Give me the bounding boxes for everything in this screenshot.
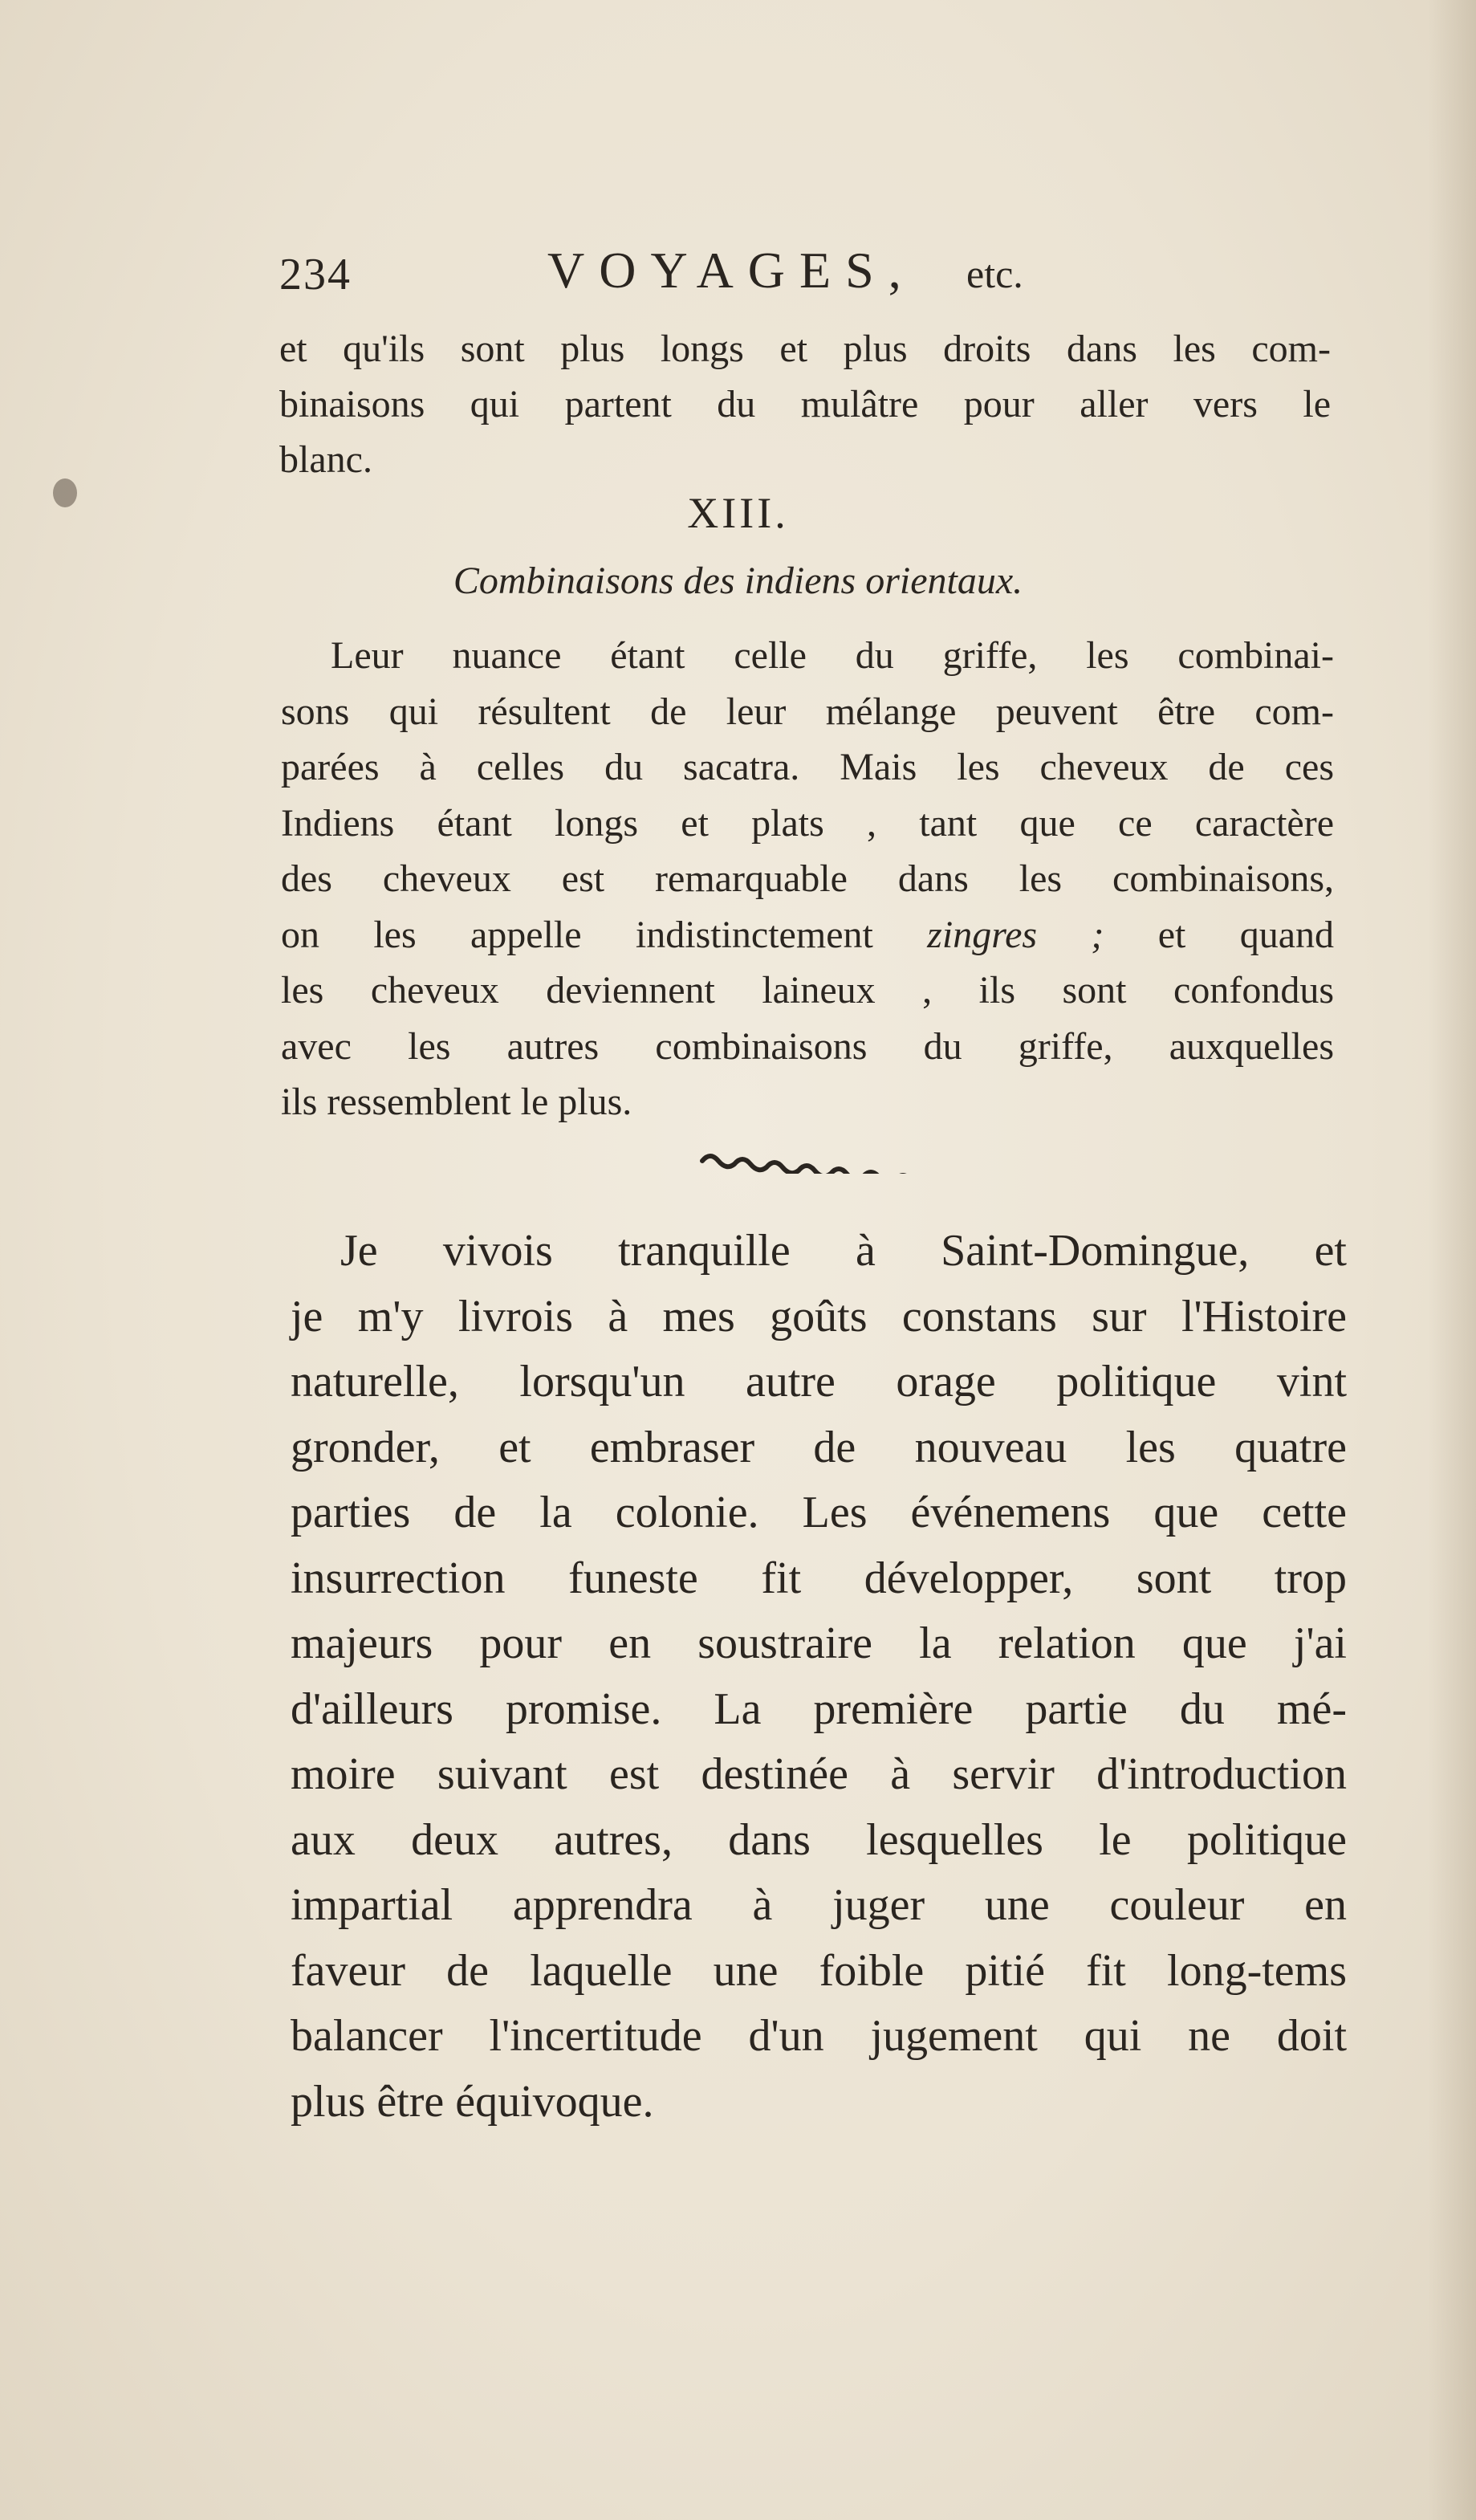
text-line: des cheveux est remarquable dans les combinaisons, [281,857,1334,900]
text-line: parées à celles du sacatra. Mais les cheveux de ces [281,746,1334,788]
text-line: parties de la colonie. Les événemens que cette [291,1488,1347,1537]
text-line-with-italic [281,907,1334,963]
text-line: gronder, et embraser de nouveau les quatre [291,1422,1347,1472]
text-line: aux deux autres, dans lesquelles le politique [291,1814,1347,1865]
text-line: moire suivant est destinée à servir d'introduction [291,1749,1347,1799]
text-line: naturelle, lorsqu'un autre orage politique vint [291,1357,1347,1407]
text-line: majeurs pour en soustraire la relation que j'ai [291,1618,1347,1668]
text-segment: on les appelle indistinctement [281,913,873,956]
continued-paragraph [279,321,1331,487]
running-title-etc: etc. [966,251,1023,296]
text-line: sons qui résultent de leur mélange peuvent être com- [281,690,1334,733]
page-edge-shadow [1428,0,1476,2520]
text-line: faveur de laquelle une foible pitié fit long-tems [291,1945,1347,1996]
text-line: balancer l'incertitude d'un jugement qui ne doit [291,2011,1347,2061]
section-subtitle: Combinaisons des indiens orientaux. [453,560,1023,602]
text-line: je m'y livrois à mes goûts constans sur l'Histoire [291,1291,1347,1341]
page-number: 234 [279,250,352,299]
narrative-paragraph [291,1219,1347,2135]
running-header [279,241,1082,313]
text-line: Indiens étant longs et plats , tant que ce caractère [281,801,1334,845]
text-line: Leur nuance étant celle du griffe, les combinai- [331,634,1334,677]
text-line: avec les autres combinaisons du griffe, auxquelles [281,1024,1334,1068]
italic-term: zingres ; [927,913,1104,956]
text-line: Je vivois tranquille à Saint-Domingue, et [340,1226,1347,1276]
running-title: VOYAGES, [547,242,916,299]
text-segment: et quand [1157,913,1334,956]
section-divider-ornament [698,1150,915,1174]
text-line: impartial apprendra à juger une couleur en [291,1880,1347,1930]
text-line: les cheveux deviennent laineux , ils sont confondus [281,969,1334,1012]
section-number: XIII. [687,489,789,537]
text-line: ils ressemblent le plus. [281,1081,632,1123]
text-line: d'ailleurs promise. La première partie du mé- [291,1683,1347,1734]
text-line: et qu'ils sont plus longs et plus droits dans les com- [279,328,1331,370]
text-line: insurrection funeste fit développer, sont trop [291,1553,1347,1603]
text-line: plus être équivoque. [291,2076,654,2127]
section-paragraph [281,628,1334,1130]
text-line: binaisons qui partent du mulâtre pour aller vers le [279,383,1331,425]
text-line: blanc. [279,438,372,481]
